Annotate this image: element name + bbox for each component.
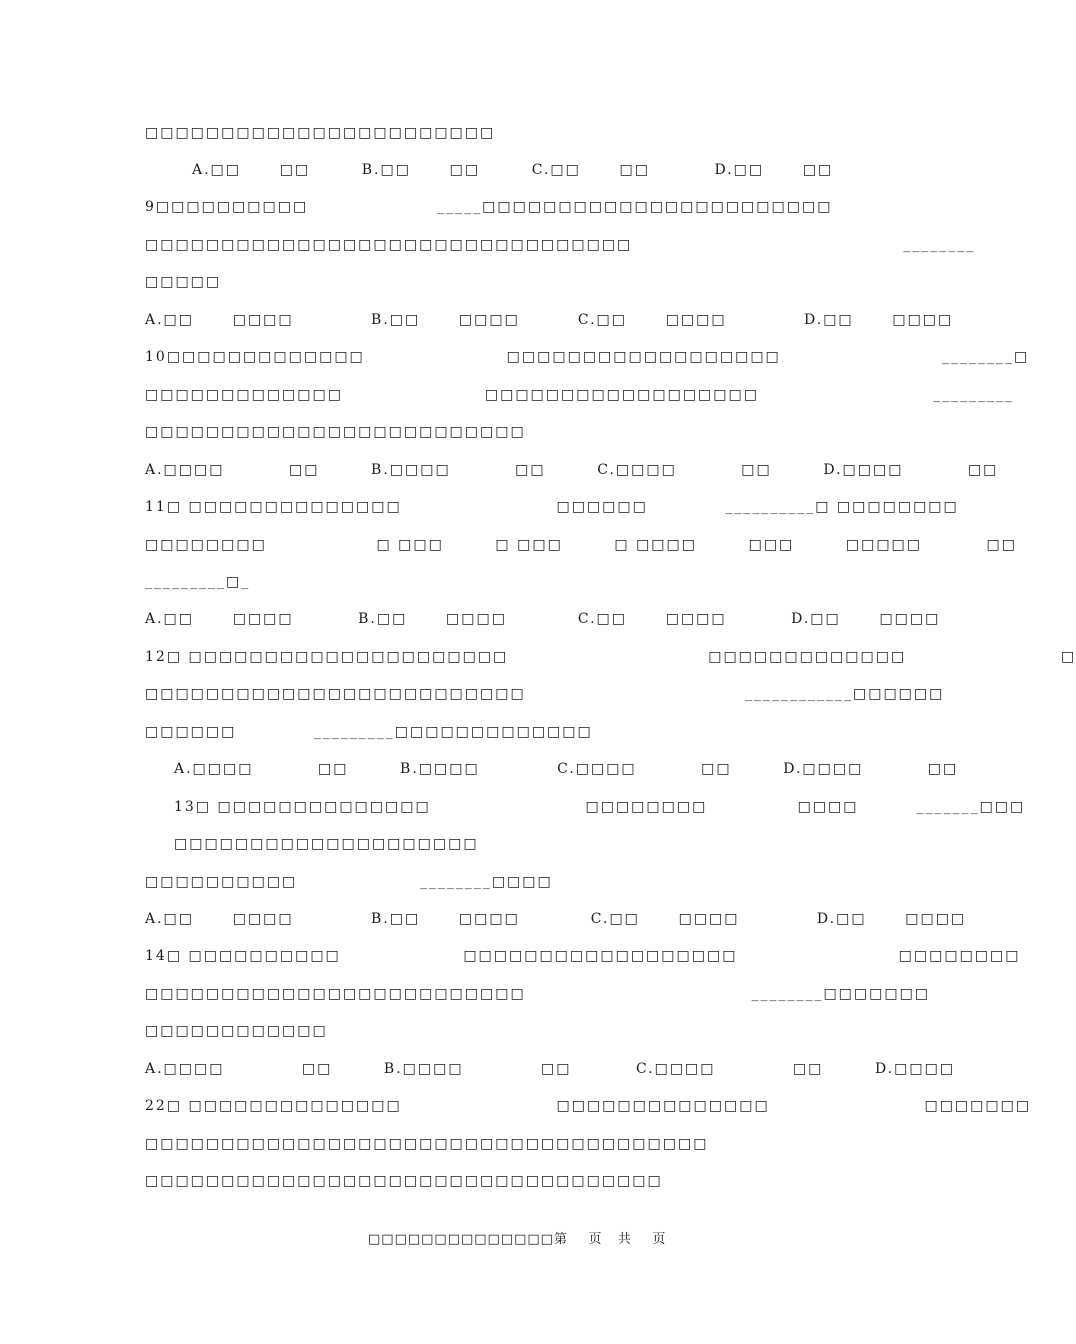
question-13-stem: 13□ □□□□□□□□□□□□□□ □□□□□□□□ □□□□ _______□□□ xyxy=(174,799,1026,815)
question-14-stem: 14□ □□□□□□□□□□ □□□□□□□□□□□□□□□□□□ □□□□□□□□ xyxy=(145,948,1021,964)
question-9-options: A.□□ □□□□ B.□□ □□□□ C.□□ □□□□ D.□□ □□□□ xyxy=(145,312,954,328)
question-10-stem: 10□□□□□□□□□□□□□ □□□□□□□□□□□□□□□□□□ ________□ xyxy=(145,349,1030,365)
question-14-line-2: □□□□□□□□□□□□□□□□□□□□□□□□□ ________□□□□□□□ xyxy=(145,986,931,1002)
question-9-stem: 9□□□□□□□□□□ _____□□□□□□□□□□□□□□□□□□□□□□□ xyxy=(145,199,833,215)
page-footer: □□□□□□□□□□□□□□第 页 共 页 xyxy=(368,1232,667,1247)
question-10-options: A.□□□□ □□ B.□□□□ □□ C.□□□□ □□ D.□□□□ □□ xyxy=(145,462,999,478)
question-22-line-3: □□□□□□□□□□□□□□□□□□□□□□□□□□□□□□□□□□ xyxy=(145,1173,663,1189)
question-9-line-2: □□□□□□□□□□□□□□□□□□□□□□□□□□□□□□□□ ________ xyxy=(145,237,976,253)
question-11-line-3: _________□_ xyxy=(145,574,251,590)
question-9-line-3: □□□□□ xyxy=(145,274,222,290)
question-11-options: A.□□ □□□□ B.□□ □□□□ C.□□ □□□□ D.□□ □□□□ xyxy=(145,611,941,627)
question-13-line-2: □□□□□□□□□□□□□□□□□□□□ xyxy=(174,836,479,852)
question-12-line-2: □□□□□□□□□□□□□□□□□□□□□□□□□ ____________□□□□□□ xyxy=(145,686,945,702)
question-22-stem: 22□ □□□□□□□□□□□□□□ □□□□□□□□□□□□□□ □□□□□□□ xyxy=(145,1098,1032,1114)
question-10-line-2: □□□□□□□□□□□□□ □□□□□□□□□□□□□□□□□□ _________ xyxy=(145,387,1015,403)
question-8-stem: □□□□□□□□□□□□□□□□□□□□□□□ xyxy=(145,125,496,141)
question-12-line-3: □□□□□□ _________□□□□□□□□□□□□□ xyxy=(145,724,593,740)
question-12-options: A.□□□□ □□ B.□□□□ C.□□□□ □□ D.□□□□ □□ xyxy=(174,761,959,777)
question-14-options: A.□□□□ □□ B.□□□□ □□ C.□□□□ □□ D.□□□□ xyxy=(145,1061,956,1077)
question-8-options: A.□□ □□ B.□□ □□ C.□□ □□ D.□□ □□ xyxy=(192,162,834,178)
question-14-line-3: □□□□□□□□□□□□ xyxy=(145,1023,328,1039)
question-11-stem: 11□ □□□□□□□□□□□□□□ □□□□□□ __________□ □□□□□□□□ xyxy=(145,499,959,515)
question-13-options: A.□□ □□□□ B.□□ □□□□ C.□□ □□□□ D.□□ □□□□ xyxy=(145,911,967,927)
question-13-line-3: □□□□□□□□□□ ________□□□□ xyxy=(145,874,553,890)
question-11-line-2: □□□□□□□□ □ □□□ □ □□□ □ □□□□ □□□ □□□□□ □□ xyxy=(145,537,1017,553)
question-22-line-2: □□□□□□□□□□□□□□□□□□□□□□□□□□□□□□□□□□□□□ xyxy=(145,1136,709,1152)
question-12-stem: 12□ □□□□□□□□□□□□□□□□□□□□□ □□□□□□□□□□□□□ □ xyxy=(145,649,1076,665)
question-10-line-3: □□□□□□□□□□□□□□□□□□□□□□□□□ xyxy=(145,424,526,440)
